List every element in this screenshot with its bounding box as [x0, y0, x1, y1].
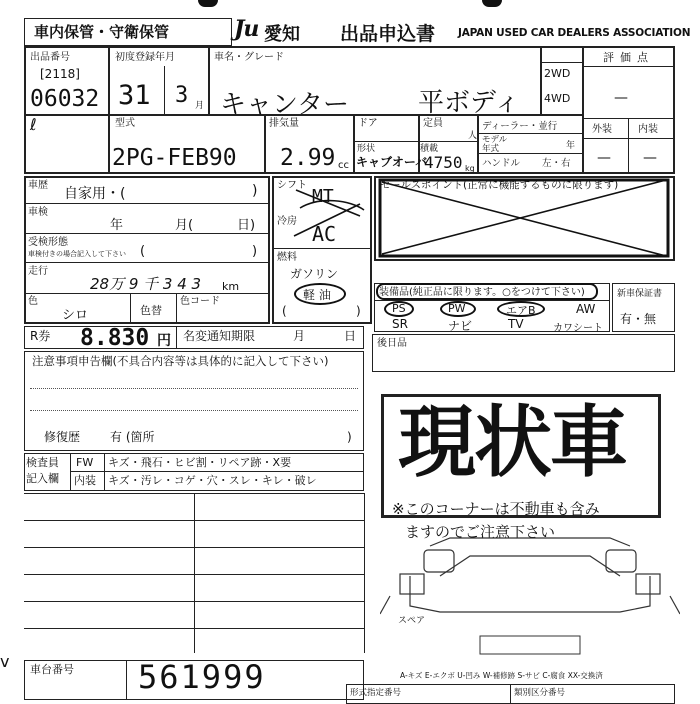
displacement-unit: cc	[338, 160, 349, 171]
r-fee-value: 8.830	[80, 325, 150, 351]
shift-label: シフト	[277, 180, 307, 191]
model-code-label: 型式	[115, 118, 135, 129]
shape-value: キャブオーバ	[356, 155, 428, 169]
lot-label: 出品番号	[30, 52, 70, 63]
warranty-value: 有・無	[620, 312, 657, 326]
inspector-label-2: 記入欄	[26, 472, 59, 485]
inspector-label-1: 検査員	[26, 456, 59, 469]
displacement-label: 排気量	[269, 118, 299, 129]
exterior-label: 外装	[592, 124, 612, 135]
equip-circled-1: PW	[448, 302, 466, 315]
kind-close: )	[252, 183, 258, 199]
model-name: キャンター	[220, 90, 349, 120]
repair-close: )	[347, 430, 352, 444]
dealer-label: ディーラー・並行	[482, 121, 558, 132]
load-label: 積載	[420, 144, 439, 154]
aftermarket-label: 後日品	[377, 338, 407, 349]
color-value: シロ	[62, 308, 89, 323]
lot-code: [2118]	[40, 67, 80, 81]
acceptance-open: (	[140, 244, 146, 259]
inspection-year-unit: 年	[110, 218, 124, 233]
color-code-label: 色コード	[180, 296, 220, 307]
brand-region: 愛知	[264, 24, 300, 45]
cooler-value: AC	[312, 222, 337, 246]
name-label: 車名・グレード	[214, 52, 284, 63]
inspector-fw-values: キズ・飛石・ヒビ割・リペア跡・X要	[108, 456, 292, 469]
lot-number: 06032	[30, 86, 100, 112]
footer-class-label: 類別区分番号	[514, 688, 566, 698]
sales-point-cross	[378, 174, 674, 260]
chassis-label: 車台番号	[30, 663, 74, 676]
interior-label: 内装	[638, 124, 658, 135]
stamp-note-1: ※このコーナーは不動車も含み	[392, 500, 600, 518]
warranty-label: 新車保証書	[617, 289, 663, 299]
model-year-unit: 年	[566, 141, 576, 151]
registration-month: 3	[175, 83, 189, 108]
ju-logo: Ju	[234, 16, 259, 42]
load-value: 4750	[424, 153, 463, 172]
capacity-label: 定員	[423, 118, 443, 129]
load-unit: kg	[465, 164, 475, 173]
color-change-label: 色替	[140, 304, 162, 317]
equip-circle-pw	[440, 301, 476, 317]
inspection-day-unit: 日)	[237, 218, 256, 233]
footer-type-label: 形式指定番号	[350, 688, 402, 698]
capacity-unit: 人	[468, 131, 478, 141]
equipment-label: 装備品(純正品に限ります。○をつけて下さい)	[379, 287, 585, 298]
mileage-unit: km	[222, 280, 240, 293]
handle-label: ハンドル	[482, 158, 521, 169]
grade-name: 平ボディ	[418, 88, 520, 118]
kind-value: 自家用・(	[64, 186, 126, 202]
registration-label: 初度登録年月	[115, 52, 175, 63]
repair-label: 修復歴	[44, 430, 81, 444]
registration-year: 31	[118, 80, 151, 111]
displacement-value: 2.99	[280, 145, 336, 171]
r-month-unit: 月	[293, 329, 306, 343]
black-top-mark-right	[482, 0, 502, 7]
damage-legend: A-キズ E-エクボ U-凹み W-補修跡 S-サビ C-腐食 XX-交換済	[400, 671, 603, 680]
equipment-label-circle	[376, 283, 598, 300]
equip-circled-2: エアB	[506, 304, 536, 317]
r-day-unit: 日	[344, 329, 357, 343]
equip-item-0: SR	[392, 317, 408, 331]
inspection-label: 車検	[28, 207, 48, 218]
fuel-open: (	[282, 304, 287, 318]
model-code-value: 2PG-FEB90	[112, 145, 237, 171]
rating-value: —	[614, 90, 628, 106]
equip-circle-ps	[384, 301, 414, 317]
acceptance-close: )	[252, 244, 258, 259]
spare-label: スペア	[398, 616, 426, 626]
fuel-label: 燃料	[277, 252, 297, 263]
sales-point-label: セールスポイント(正常に機能するものに限ります)	[380, 179, 619, 191]
mileage-label: 走行	[28, 266, 48, 277]
r-deadline-label: 名変通知期限	[183, 329, 256, 343]
r-fee-label: R券	[30, 329, 51, 343]
cooler-label: 冷房	[277, 216, 297, 227]
repair-value: 有 (箇所	[110, 430, 155, 444]
equip-circled-0: PS	[392, 302, 406, 315]
equip-item-1: ナビ	[448, 319, 473, 333]
fuel-close: )	[356, 304, 361, 318]
shape-label: 形状	[357, 144, 376, 154]
fuel-type: ガソリン	[290, 267, 339, 281]
r-fee-unit: 円	[157, 333, 171, 349]
color-label: 色	[28, 296, 38, 307]
shift-ac-hand-mark	[290, 186, 370, 246]
association-name: JAPAN USED CAR DEALERS ASSOCIATION	[458, 27, 691, 39]
equip-circle-airbag	[497, 301, 545, 317]
chassis-side-mark: v	[0, 652, 10, 671]
inspection-month-unit: 月(	[175, 218, 194, 233]
drive-4wd: 4WD	[544, 92, 571, 105]
acceptance-label: 受検形態	[28, 237, 68, 248]
kind-label: 車歴	[28, 180, 48, 191]
stamp-big-text: 現状車	[398, 398, 627, 488]
acceptance-sub: 車検付きの場合記入して下さい	[28, 250, 126, 258]
stamp-note-2: ますのでご注意下さい	[405, 523, 556, 541]
form-title: 出品申込書	[340, 23, 436, 45]
car-damage-diagram	[380, 536, 680, 656]
handle-values: 左・右	[542, 158, 571, 169]
equip-circled-3: AW	[576, 302, 596, 316]
model-year-label: モデル年式	[482, 135, 508, 154]
chassis-number: 561999	[138, 658, 266, 696]
storage-text: 車内保管・守衛保管	[34, 23, 170, 41]
equip-item-2: TV	[508, 317, 524, 331]
notes-label: 注意事項申告欄(不具合内容等は具体的に記入して下さい)	[32, 354, 329, 368]
equip-item-3: カワシート	[553, 323, 603, 334]
mileage-value: 28万 9 千 3 4 3	[90, 275, 202, 293]
shift-value: MT	[312, 186, 334, 207]
interior-value: —	[643, 150, 657, 166]
drive-2wd: 2WD	[544, 67, 571, 80]
aftermarket-box	[372, 334, 675, 372]
registration-month-unit: 月	[195, 101, 205, 111]
exterior-value: —	[597, 150, 611, 166]
black-top-mark-left	[198, 0, 218, 7]
inspector-fw-label: FW	[76, 456, 94, 469]
lot-mark: ℓ	[30, 115, 37, 134]
fuel-value: 軽 油	[303, 288, 331, 302]
rating-label: 評価点	[603, 51, 654, 64]
doors-label: ドア	[358, 118, 378, 129]
inspector-int-values: キズ・汚レ・コゲ・穴・スレ・キレ・破レ	[108, 474, 317, 487]
inspector-int-label: 内装	[74, 474, 96, 487]
